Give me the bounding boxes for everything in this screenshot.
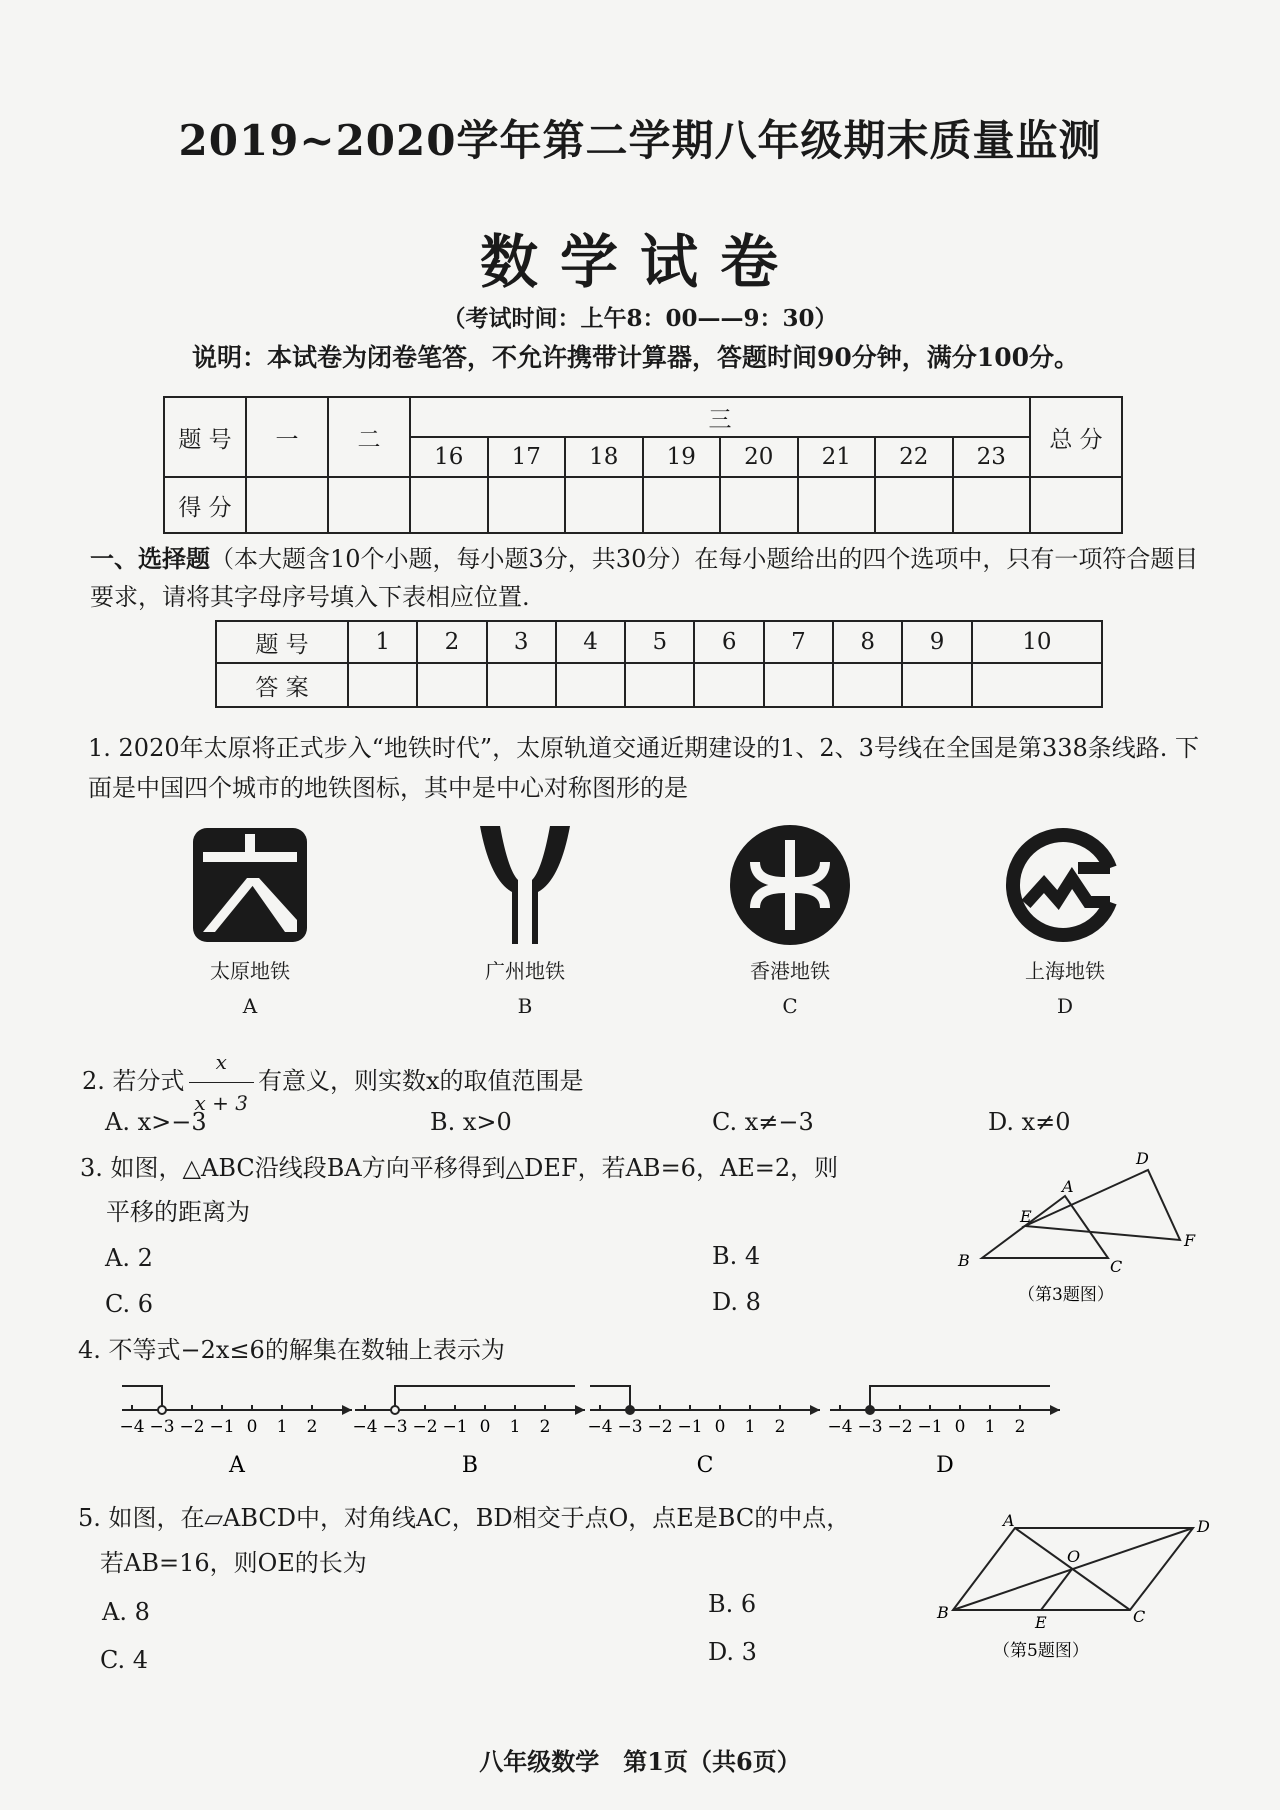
exam-time: （考试时间：上午8：00——9：30）: [442, 305, 838, 332]
section-heading: 一、选择题: [90, 544, 210, 573]
q4-option-letter: D: [936, 1453, 954, 1478]
q2-option-c: C. x≠−3: [712, 1108, 814, 1136]
q4-tick-label: 2: [774, 1417, 786, 1437]
q4-tick-label: −3: [382, 1417, 408, 1437]
q3-option-c: C. 6: [105, 1290, 154, 1318]
q4-tick-label: 0: [479, 1417, 491, 1437]
q4-tick-label: 1: [276, 1417, 288, 1437]
logo-option-a: [170, 820, 330, 1018]
q3-label-c: C: [1110, 1257, 1123, 1276]
answer-row-label: 答 案: [216, 663, 348, 707]
answer-cell[interactable]: [348, 663, 417, 707]
q3-label-b: B: [958, 1251, 970, 1270]
score-cell[interactable]: [875, 477, 953, 533]
answer-col: 4: [556, 621, 625, 663]
q3-figure-caption: （第3题图）: [1018, 1285, 1114, 1305]
shanghai-metro-logo-icon: [1000, 820, 1130, 950]
score-cell[interactable]: [1030, 477, 1122, 533]
score-total-label: 总 分: [1030, 397, 1122, 477]
question-4-text: 4. 不等式−2x≤6的解集在数轴上表示为: [78, 1336, 505, 1364]
score-sub-col: 17: [488, 437, 566, 477]
q3-label-a: A: [1062, 1177, 1074, 1196]
q4-number-line-c: [587, 1386, 820, 1478]
logo-option-d: [985, 820, 1145, 1018]
answer-cell[interactable]: [833, 663, 902, 707]
q4-tick-label: −1: [209, 1417, 235, 1437]
exam-title: 2019~2020学年第二学期八年级期末质量监测: [178, 116, 1102, 165]
q4-tick-label: −4: [352, 1417, 378, 1437]
q4-tick-label: 2: [539, 1417, 551, 1437]
score-cell[interactable]: [246, 477, 328, 533]
q5-figure-caption: （第5题图）: [993, 1641, 1089, 1661]
q4-tick-label: 0: [714, 1417, 726, 1437]
logo-letter: B: [517, 994, 533, 1018]
q5-label-d: D: [1197, 1517, 1210, 1536]
q4-tick-label: −3: [857, 1417, 883, 1437]
score-sub-col: 18: [565, 437, 643, 477]
q4-tick-label: −4: [827, 1417, 853, 1437]
q4-tick-label: −1: [442, 1417, 468, 1437]
answer-col: 3: [487, 621, 556, 663]
q2-frac-den: x + 3: [194, 1091, 249, 1115]
q5-figure: [935, 1510, 1215, 1680]
answer-col: 9: [902, 621, 971, 663]
answer-cell[interactable]: [556, 663, 625, 707]
score-sub-col: 21: [798, 437, 876, 477]
score-cell[interactable]: [643, 477, 721, 533]
q2-option-b: B. x>0: [430, 1108, 512, 1136]
answer-col: 1: [348, 621, 417, 663]
answer-cell[interactable]: [694, 663, 763, 707]
q2-suffix: 有意义，则实数x的取值范围是: [258, 1067, 584, 1095]
q4-tick-label: −4: [587, 1417, 613, 1437]
score-row-label: 题 号: [164, 397, 246, 477]
q3-label-f: F: [1184, 1231, 1196, 1250]
logo-letter: D: [1056, 994, 1074, 1018]
q3-label-e: E: [1020, 1207, 1032, 1226]
answer-cell[interactable]: [972, 663, 1102, 707]
q4-option-letter: B: [461, 1453, 479, 1478]
logo-option-b: [445, 820, 605, 1018]
q5-option-d: D. 3: [708, 1638, 757, 1666]
q5-option-b: B. 6: [708, 1590, 757, 1618]
score-col-two: 二: [328, 397, 410, 477]
q4-tick-label: −2: [887, 1417, 913, 1437]
answer-col: 8: [833, 621, 902, 663]
logo-caption: 香港地铁: [750, 959, 830, 983]
q4-tick-label: −3: [149, 1417, 175, 1437]
answer-cell[interactable]: [487, 663, 556, 707]
q4-tick-label: 0: [954, 1417, 966, 1437]
q3-option-a: A. 2: [105, 1244, 153, 1272]
q4-tick-label: −1: [917, 1417, 943, 1437]
q2-option-a: A. x>−3: [105, 1108, 207, 1136]
logo-option-c: [710, 820, 870, 1018]
question-3-line2: 平移的距离为: [106, 1198, 250, 1226]
q4-tick-label: −2: [647, 1417, 673, 1437]
question-5-line1: 5. 如图，在▱ABCD中，对角线AC，BD相交于点O，点E是BC的中点，: [78, 1504, 851, 1532]
q4-tick-label: 2: [1014, 1417, 1026, 1437]
logo-letter: C: [782, 994, 798, 1018]
q5-option-c: C. 4: [100, 1646, 149, 1674]
answer-cell[interactable]: [417, 663, 486, 707]
score-sub-col: 22: [875, 437, 953, 477]
q4-tick-label: −3: [617, 1417, 643, 1437]
score-row-label: 得 分: [164, 477, 246, 533]
section-text: （本大题含10个小题，每小题3分，共30分）在每小题给出的四个选项中，只有一项符合题目要求，请将其字母序号填入下表相应位置.: [90, 545, 1199, 611]
q4-tick-label: −2: [412, 1417, 438, 1437]
score-cell[interactable]: [488, 477, 566, 533]
q4-option-letter: A: [229, 1453, 245, 1478]
q4-tick-label: −1: [677, 1417, 703, 1437]
answer-col: 7: [764, 621, 833, 663]
question-1-text: 1. 2020年太原将正式步入“地铁时代”，太原轨道交通近期建设的1、2、3号线在全国是第338条线路. 下面是中国四个城市的地铁图标，其中是中心对称图形的是: [88, 734, 1200, 802]
q4-number-line-a: [119, 1386, 352, 1478]
taiyuan-metro-logo-icon: [185, 820, 315, 950]
score-col-three: 三: [410, 397, 1030, 437]
score-sub-col: 19: [643, 437, 721, 477]
score-sub-col: 16: [410, 437, 488, 477]
hongkong-metro-logo-icon: [725, 820, 855, 950]
q5-label-b: B: [937, 1603, 949, 1622]
q4-tick-label: 2: [306, 1417, 318, 1437]
q4-tick-label: 1: [984, 1417, 996, 1437]
q5-option-a: A. 8: [102, 1598, 150, 1626]
page-footer: 八年级数学 第1页（共6页）: [479, 1747, 801, 1776]
guangzhou-metro-logo-icon: [460, 820, 590, 950]
q2-option-d: D. x≠0: [988, 1108, 1071, 1136]
answer-col: 6: [694, 621, 763, 663]
score-col-one: 一: [246, 397, 328, 477]
question-3-line1: 3. 如图，△ABC沿线段BA方向平移得到△DEF，若AB=6，AE=2，则: [80, 1154, 839, 1182]
logo-letter: A: [242, 994, 258, 1018]
q2-prefix: 2. 若分式: [82, 1067, 185, 1095]
logo-caption: 广州地铁: [485, 959, 565, 983]
q5-label-c: C: [1133, 1607, 1146, 1626]
q3-option-d: D. 8: [712, 1288, 761, 1316]
score-sub-col: 23: [953, 437, 1031, 477]
score-cell[interactable]: [953, 477, 1031, 533]
score-table: [163, 396, 1123, 534]
exam-note: 说明：本试卷为闭卷笔答，不允许携带计算器，答题时间90分钟，满分100分。: [192, 343, 1079, 372]
answer-col: 10: [972, 621, 1102, 663]
q3-option-b: B. 4: [712, 1242, 761, 1270]
answer-col: 5: [625, 621, 694, 663]
q5-label-e: E: [1035, 1613, 1047, 1632]
q4-tick-label: 0: [246, 1417, 258, 1437]
question-5-line2: 若AB=16，则OE的长为: [100, 1549, 367, 1577]
answer-cell[interactable]: [625, 663, 694, 707]
answer-cell[interactable]: [764, 663, 833, 707]
exam-subtitle: 数学试卷: [479, 228, 800, 296]
q5-label-a: A: [1003, 1511, 1015, 1530]
q4-number-lines: [110, 1370, 1180, 1480]
answer-row-label: 题 号: [216, 621, 348, 663]
answer-table: [215, 620, 1103, 708]
logo-caption: 太原地铁: [210, 959, 290, 983]
q2-frac-num: x: [189, 1042, 254, 1083]
answer-col: 2: [417, 621, 486, 663]
q3-figure: [940, 1140, 1210, 1315]
q4-number-line-d: [827, 1386, 1060, 1478]
q4-option-letter: C: [696, 1453, 714, 1478]
logo-caption: 上海地铁: [1025, 959, 1105, 983]
q4-tick-label: 1: [509, 1417, 521, 1437]
score-sub-col: 20: [720, 437, 798, 477]
score-cell[interactable]: [720, 477, 798, 533]
answer-cell[interactable]: [902, 663, 971, 707]
q4-tick-label: −4: [119, 1417, 145, 1437]
q4-tick-label: −2: [179, 1417, 205, 1437]
q5-label-o: O: [1067, 1547, 1081, 1566]
q4-number-line-b: [352, 1386, 585, 1478]
score-cell[interactable]: [328, 477, 410, 533]
section-one-instructions: [90, 540, 1200, 616]
score-cell[interactable]: [410, 477, 488, 533]
q3-label-d: D: [1136, 1149, 1149, 1168]
score-cell[interactable]: [798, 477, 876, 533]
q4-tick-label: 1: [744, 1417, 756, 1437]
score-cell[interactable]: [565, 477, 643, 533]
